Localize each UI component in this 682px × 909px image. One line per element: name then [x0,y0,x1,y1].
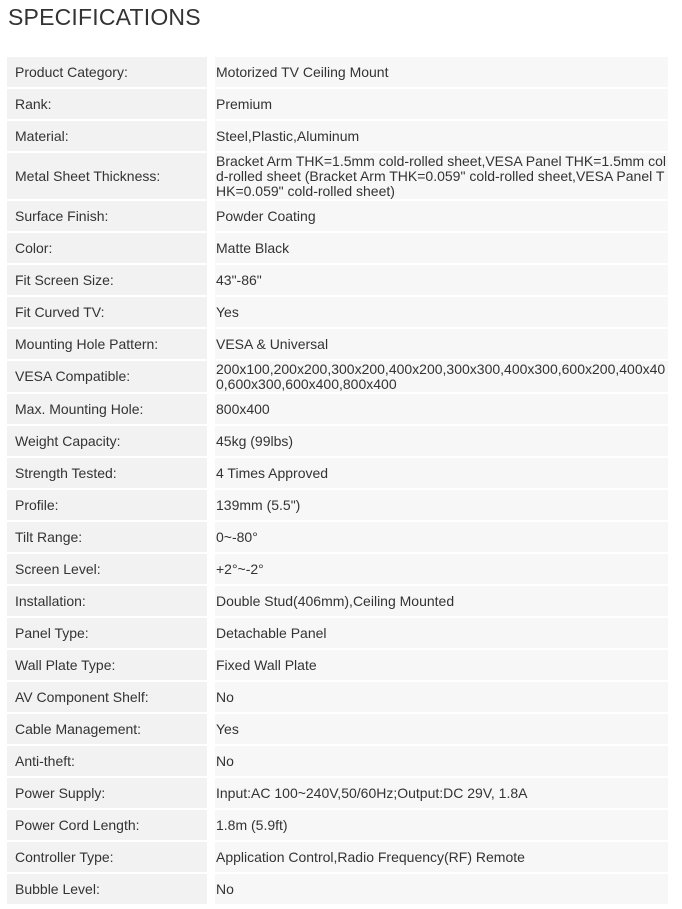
spec-value: 800x400 [215,394,668,424]
spec-label: Controller Type: [7,842,215,872]
spec-label: Fit Curved TV: [7,297,215,327]
spec-value: Premium [215,89,668,119]
spec-label: Surface Finish: [7,201,215,231]
spec-value: 200x100,200x200,300x200,400x200,300x300,400x300,600x200,400x400,600x300,600x400,800x400 [215,361,668,392]
spec-label: Power Supply: [7,778,215,808]
table-row [7,153,668,199]
spec-label: Material: [7,121,215,151]
spec-value: +2°~-2° [215,554,668,584]
spec-label: Color: [7,233,215,263]
spec-label: Metal Sheet Thickness: [7,153,215,199]
table-row [7,682,668,712]
spec-value: No [215,874,668,904]
spec-label: Max. Mounting Hole: [7,394,215,424]
spec-label: Weight Capacity: [7,426,215,456]
spec-value: Yes [215,297,668,327]
spec-label: Wall Plate Type: [7,650,215,680]
table-row [7,522,668,552]
spec-value: Yes [215,714,668,744]
table-row [7,842,668,872]
table-row [7,874,668,904]
spec-label: Rank: [7,89,215,119]
spec-value: Fixed Wall Plate [215,650,668,680]
spec-value: Bracket Arm THK=1.5mm cold-rolled sheet,VESA Panel THK=1.5mm cold-rolled sheet (Bracket Arm THK=0.059" cold-rolled sheet,VESA Panel THK=0.059" cold-rolled sheet) [216,152,667,199]
spec-value: Steel,Plastic,Aluminum [215,121,668,151]
spec-value: 1.8m (5.9ft) [215,810,668,840]
spec-label: Mounting Hole Pattern: [7,329,215,359]
table-row [7,201,668,231]
spec-value: Powder Coating [215,201,668,231]
spec-value: Detachable Panel [215,618,668,648]
table-row [7,361,668,392]
table-row [7,394,668,424]
table-row [7,714,668,744]
spec-label: Installation: [7,586,215,616]
spec-value: Application Control,Radio Frequency(RF) Remote [215,842,668,872]
spec-label: Product Category: [7,57,215,87]
spec-value: Motorized TV Ceiling Mount [215,57,668,87]
table-row [7,650,668,680]
spec-value: No [215,682,668,712]
spec-value: Matte Black [215,233,668,263]
spec-value: 45kg (99lbs) [215,426,668,456]
page-title: SPECIFICATIONS [8,4,201,30]
spec-label: Power Cord Length: [7,810,215,840]
spec-label: Fit Screen Size: [7,265,215,295]
table-row [7,426,668,456]
table-row [7,297,668,327]
table-row [7,458,668,488]
table-row [7,810,668,840]
table-row [7,329,668,359]
table-row [7,89,668,119]
spec-label: Panel Type: [7,618,215,648]
spec-label: Profile: [7,490,215,520]
table-row [7,265,668,295]
table-row [7,121,668,151]
spec-label: Screen Level: [7,554,215,584]
table-row [7,586,668,616]
spec-value: 43"-86" [215,265,668,295]
spec-value: VESA & Universal [215,329,668,359]
spec-label: Bubble Level: [7,874,215,904]
spec-label: Cable Management: [7,714,215,744]
spec-value: No [215,746,668,776]
table-row [7,57,668,87]
spec-value: Input:AC 100~240V,50/60Hz;Output:DC 29V, 1.8A [215,778,668,808]
spec-label: Tilt Range: [7,522,215,552]
table-row [7,746,668,776]
spec-value: 139mm (5.5") [215,490,668,520]
table-row [7,490,668,520]
spec-label: AV Component Shelf: [7,682,215,712]
spec-label: Anti-theft: [7,746,215,776]
table-row [7,618,668,648]
specifications-table [7,55,668,906]
table-row [7,778,668,808]
spec-label: Strength Tested: [7,458,215,488]
spec-value: Double Stud(406mm),Ceiling Mounted [215,586,668,616]
spec-label: VESA Compatible: [7,361,215,392]
table-row [7,554,668,584]
table-row [7,233,668,263]
spec-value: 0~-80° [215,522,668,552]
spec-value: 4 Times Approved [215,458,668,488]
